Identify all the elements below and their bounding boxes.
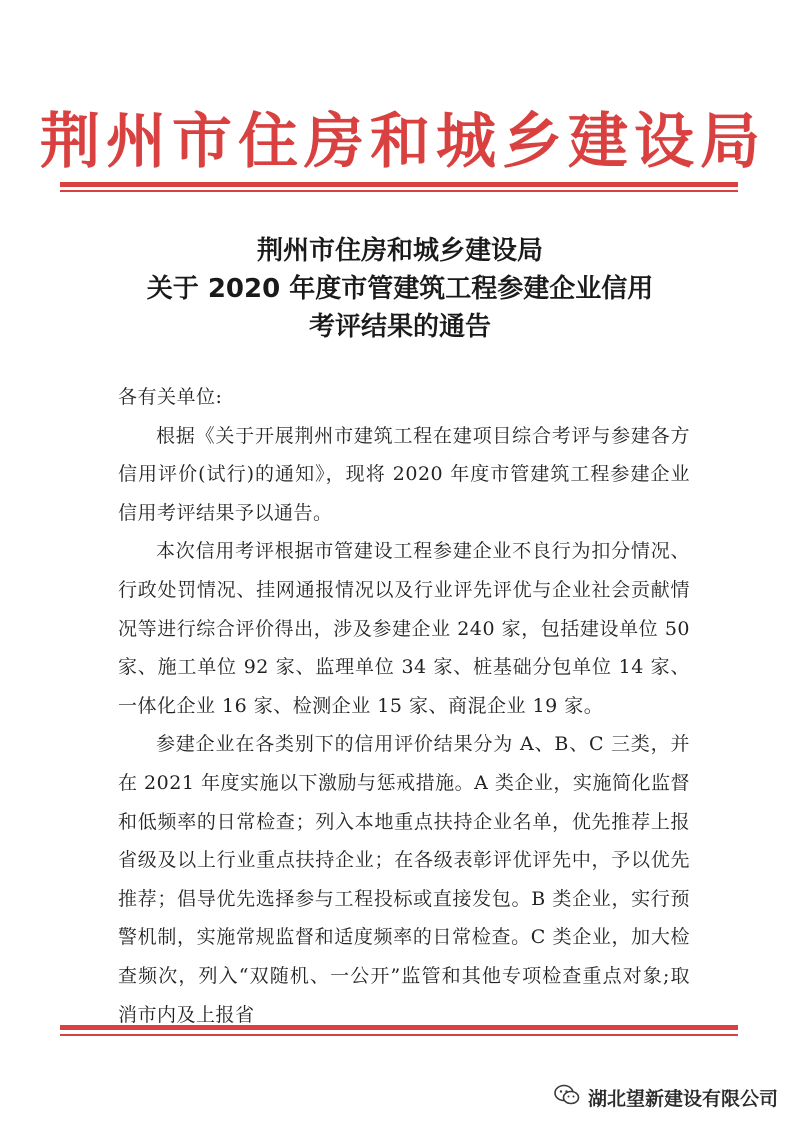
paragraph-1: 根据《关于开展荆州市建筑工程在建项目综合考评与参建各方信用评价(试行)的通知》，现将 2020 年度市管建筑工程参建企业信用考评结果予以通告。 [118, 424, 690, 524]
agency-letterhead: 荆州市住房和城乡建设局 [40, 107, 766, 177]
letterhead-rule-thick [60, 182, 738, 187]
watermark [554, 1082, 778, 1112]
watermark-text: 湖北望新建设有限公司 [587, 1087, 778, 1110]
paragraph-3: 参建企业在各类别下的信用评价结果分为 A、B、C 三类，并在 2021 年度实施以下激励与惩戒措施。A 类企业，实施简化监督和低频率的日常检查；列入本地重点扶持企业名单，优先推荐上报省级及以上行业重点扶持企业；在各级表彰评优评先中，予以优先推荐；倡导优先选择参与工程投标或直接发包。B 类企业，实行预警机制，实施常规监督和适度频率的日常检查。C 类企业，加大检查频次，列入“双随机、一公开”监管和其他专项检查重点对象;取消市内及上报省 [118, 733, 690, 1026]
footer-rule-thick [60, 1025, 738, 1030]
salutation: 各有关单位: [118, 386, 223, 408]
title-line-3: 考评结果的通告 [308, 312, 491, 342]
document-body [118, 378, 690, 1034]
title-line-1: 荆州市住房和城乡建设局 [256, 236, 543, 266]
letterhead-rule-thin [60, 190, 738, 192]
footer-rule-thin [60, 1034, 738, 1036]
wechat-icon [554, 1084, 580, 1111]
paragraph-2: 本次信用考评根据市管建设工程参建企业不良行为扣分情况、行政处罚情况、挂网通报情况以及行业评先评优与企业社会贡献情况等进行综合评价得出，涉及参建企业 240 家，包括建设单位 50 家、施工单位 92 家、监理单位 34 家、桩基础分包单位 14 家、一体化企业 16 家、检测企业 15 家、商混企业 19 家。 [118, 540, 690, 717]
title-line-2: 关于 2020 年度市管建筑工程参建企业信用 [146, 274, 654, 304]
document-title [60, 232, 740, 346]
